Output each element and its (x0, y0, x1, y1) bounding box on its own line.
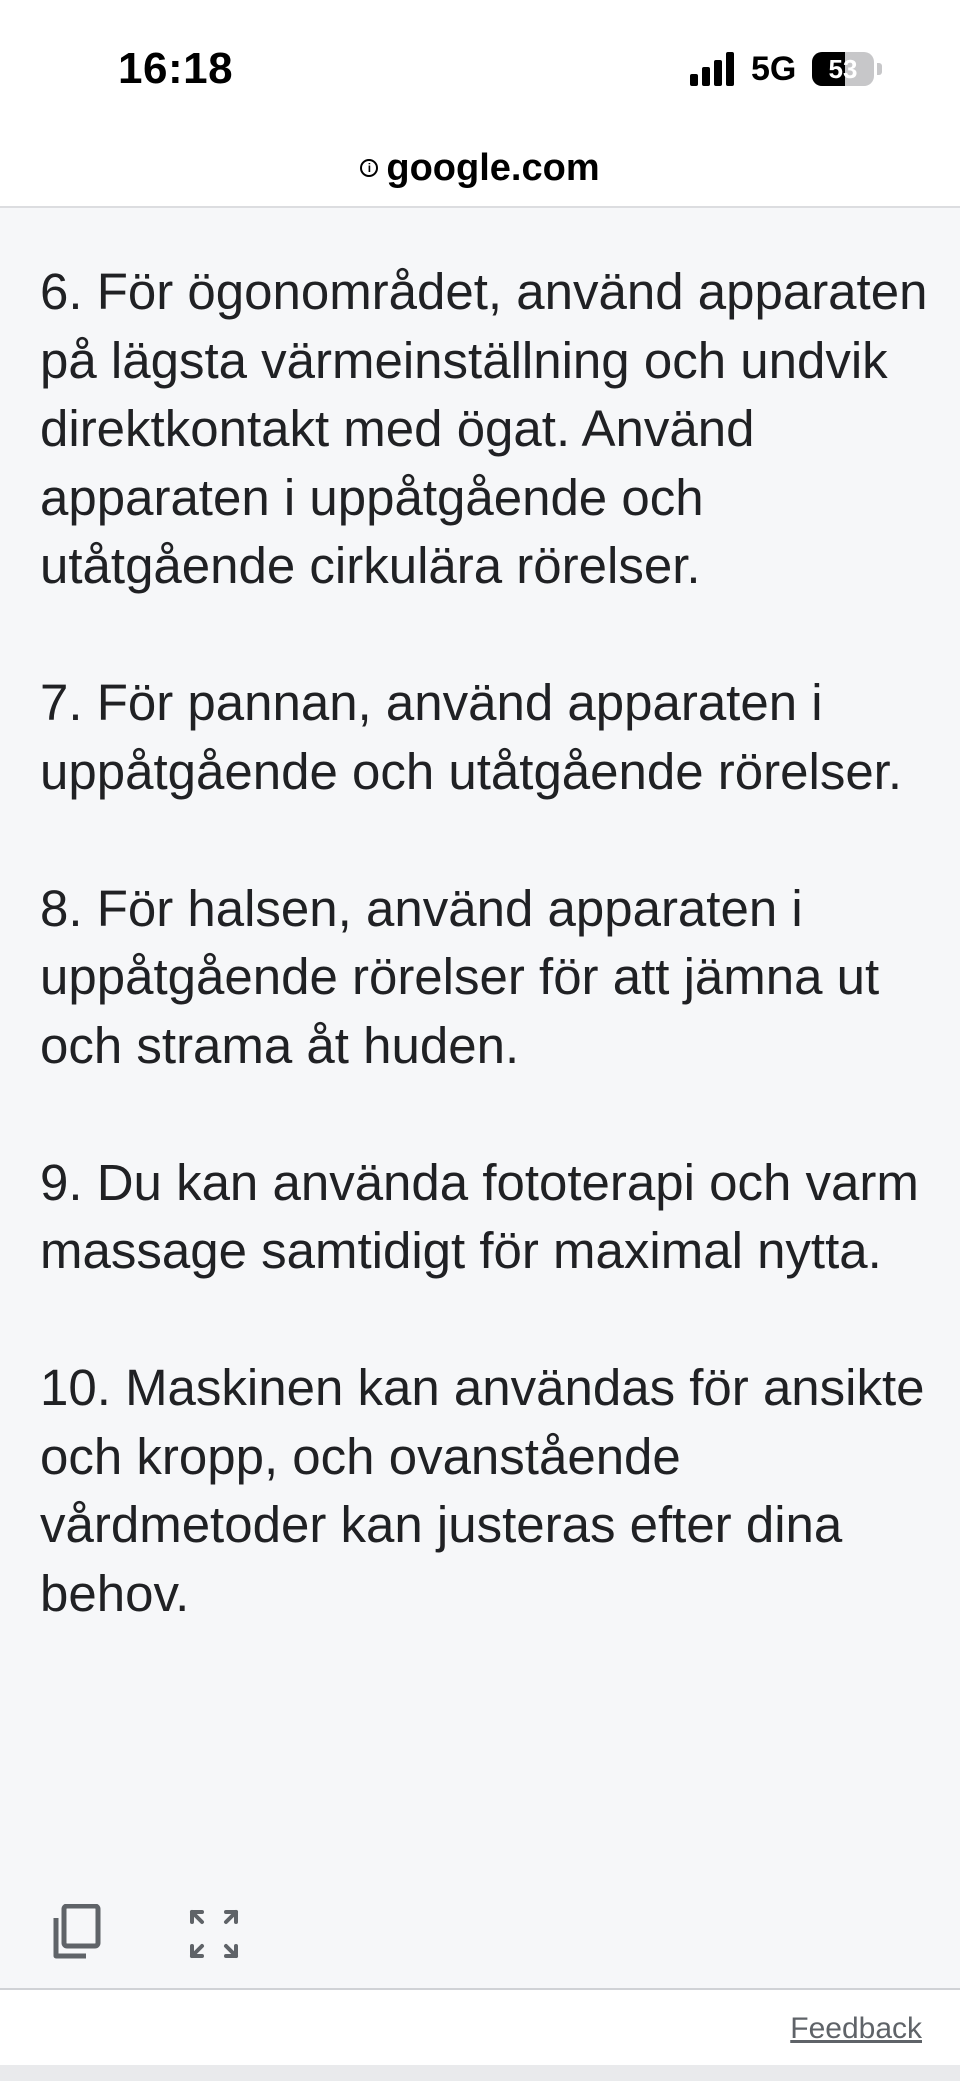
copy-icon[interactable] (52, 1904, 102, 1960)
steps-list (40, 258, 930, 1628)
step-item: 7. För pannan, använd apparaten i uppåtgående och utåtgående rörelser. (40, 674, 903, 800)
battery-percent: 53 (828, 54, 858, 84)
bottom-bar (0, 2065, 960, 2081)
step-item: 10. Maskinen kan användas för ansikte och kropp, och ovanstående vårdmetoder kan justeras efter dina behov. (40, 1359, 925, 1622)
status-bar (0, 0, 960, 130)
step-item: 9. Du kan använda fototerapi och varm massage samtidigt för maximal nytta. (40, 1153, 919, 1279)
step-item: 6. För ögonområdet, använd apparaten på lägsta värmeinställning och undvik direktkontakt med ögat. Använd apparaten i uppåtgående och utåtgående cirkulära rörelser. (40, 263, 928, 594)
cellular-signal-icon (690, 52, 736, 86)
feedback-link[interactable]: Feedback (790, 2012, 922, 2045)
answer-actions (0, 1896, 960, 1976)
network-type: 5G (751, 50, 797, 88)
answer-content (0, 208, 960, 1988)
url-domain: google.com (386, 146, 600, 189)
footer (0, 1990, 960, 2065)
step-item: 8. För halsen, använd apparaten i uppåtgående rörelser för att jämna ut och strama åt huden. (40, 879, 880, 1074)
battery-icon (812, 52, 882, 86)
status-time: 16:18 (118, 44, 234, 93)
expand-icon[interactable] (188, 1908, 240, 1960)
info-icon[interactable]: i (360, 159, 378, 177)
url-bar[interactable] (0, 130, 960, 206)
